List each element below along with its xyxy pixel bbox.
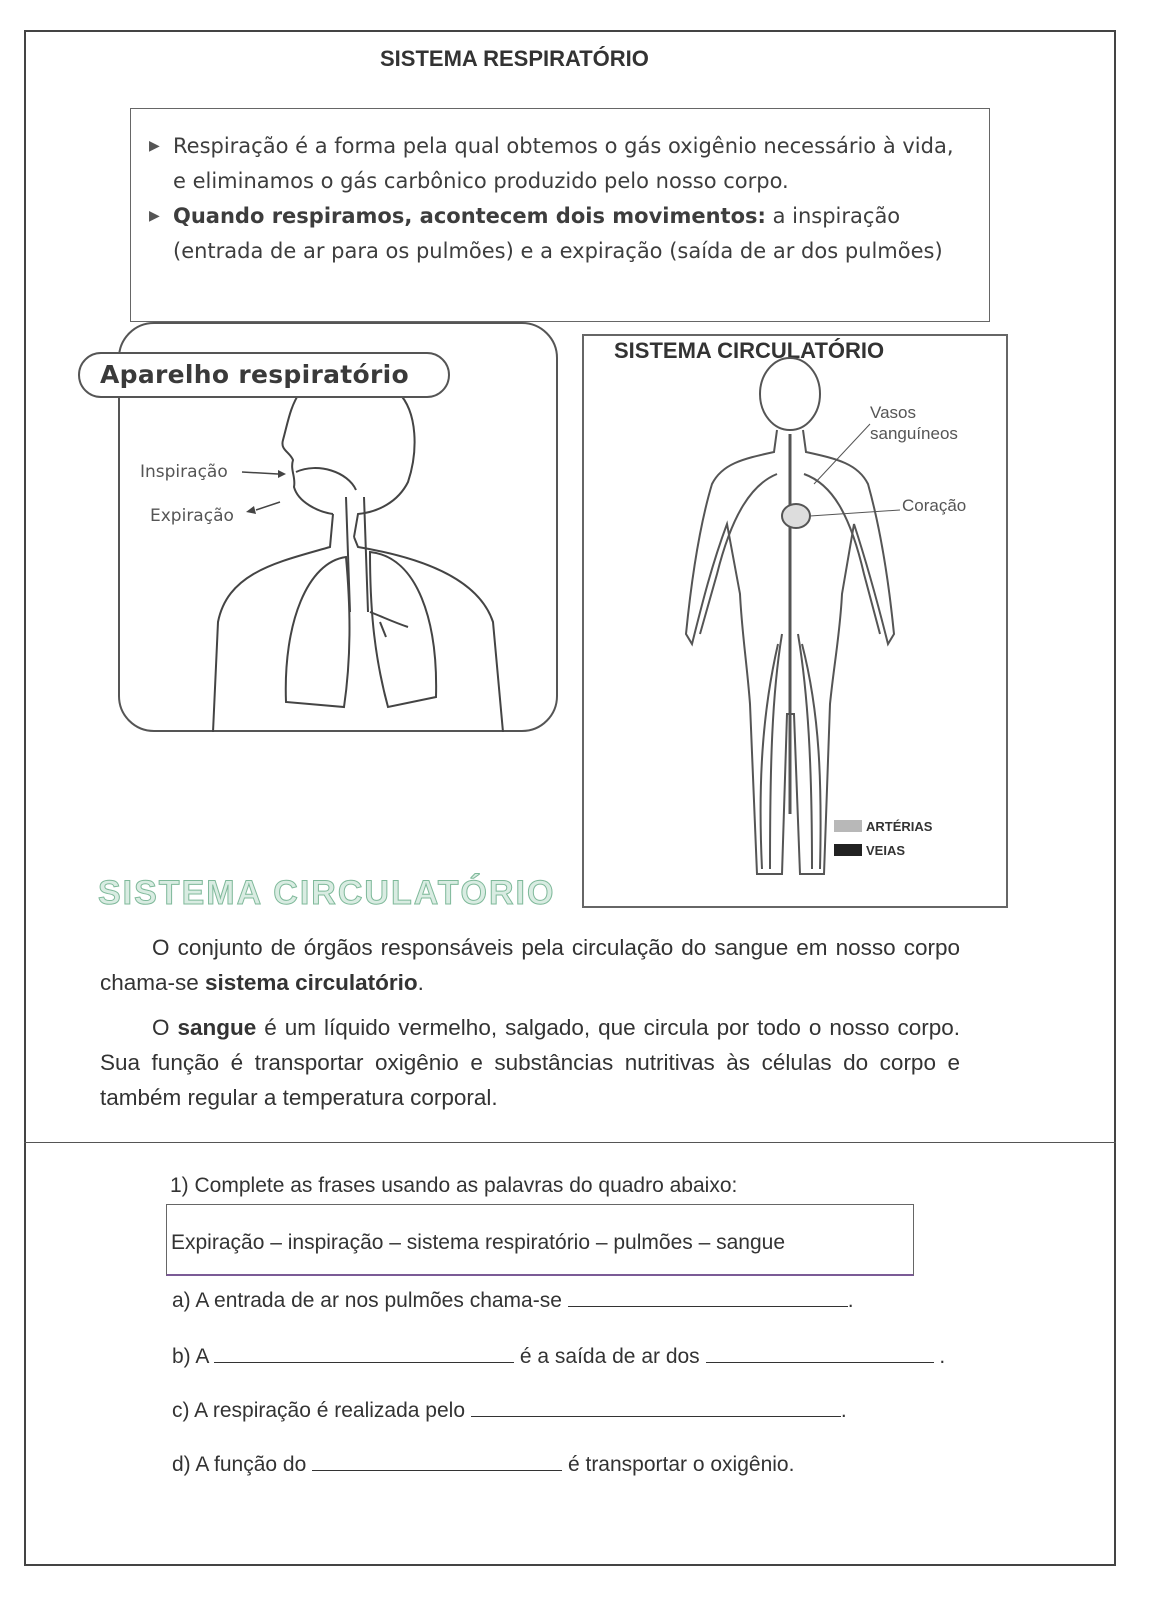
label-vessels-line2: sanguíneos: [870, 424, 958, 443]
label-inspiration: Inspiração: [140, 462, 228, 482]
legend-veins-swatch: [834, 844, 862, 856]
answer-blank-b1[interactable]: [214, 1344, 514, 1363]
section-title-circulatory: SISTEMA CIRCULATÓRIO: [98, 874, 556, 912]
answer-blank-b2[interactable]: [706, 1344, 934, 1363]
arrow-head-icon: [246, 506, 256, 514]
heart-shape: [782, 504, 810, 528]
intro-bullet-2-rest: a inspiração (entrada de ar para os pulmões) e a expiração (saída de ar dos pulmões): [173, 204, 943, 263]
section-divider: [24, 1142, 1116, 1143]
left-arm-vessel: [700, 474, 777, 634]
legend-arteries-swatch: [834, 820, 862, 832]
nasal-cavity: [296, 468, 356, 490]
inspiration-arrow-icon: [242, 472, 278, 474]
answer-blank-c[interactable]: [471, 1398, 841, 1417]
label-arrows: [240, 462, 300, 522]
word-bank-box: [166, 1204, 914, 1276]
intro-box: [130, 108, 990, 322]
question-b: b) A é a saída de ar dos .: [172, 1345, 946, 1368]
label-vessels-line1: Vasos: [870, 403, 916, 422]
legend-arteries-label: ARTÉRIAS: [866, 819, 933, 834]
respiratory-heading-bubble: [78, 352, 450, 398]
word-bank-text: Expiração – inspiração – sistema respiratório – pulmões – sangue: [171, 1231, 785, 1254]
left-lung: [286, 557, 350, 707]
exercise-instruction: 1) Complete as frases usando as palavras do quadro abaixo:: [170, 1174, 738, 1197]
shoulders-outline-right: [354, 537, 503, 732]
arrow-head-icon: [278, 470, 286, 478]
circulatory-illustration: [582, 334, 1008, 908]
question-a: a) A entrada de ar nos pulmões chama-se .: [172, 1289, 854, 1312]
paragraph-2: O sangue é um líquido vermelho, salgado, que circula por todo o nosso corpo. Sua função é transportar oxigênio e substâncias nutritivas às células do corpo e também regular a temperatura corporal.: [100, 1015, 960, 1110]
heart-pointer-line: [810, 510, 900, 516]
intro-bullet-2: [147, 199, 967, 269]
bronchi: [370, 612, 408, 637]
question-c: c) A respiração é realizada pelo .: [172, 1399, 847, 1422]
right-arm-vessel: [804, 474, 880, 634]
triangle-bullet-icon: ▶: [149, 208, 160, 224]
head-outline: [300, 375, 415, 537]
page-title: SISTEMA RESPIRATÓRIO: [380, 46, 649, 71]
answer-blank-a[interactable]: [568, 1288, 848, 1307]
intro-bullet-2-bold: Quando respiramos, acontecem dois movimentos:: [173, 204, 766, 228]
label-heart: Coração: [902, 496, 967, 515]
expiration-arrow-icon: [256, 502, 280, 510]
right-lung: [370, 552, 436, 707]
question-d: d) A função do é transportar o oxigênio.: [172, 1453, 795, 1476]
respiratory-heading: Aparelho respiratório: [100, 360, 409, 389]
term-blood: sangue: [177, 1015, 257, 1040]
answer-blank-d[interactable]: [312, 1452, 562, 1471]
paragraph-1: O conjunto de órgãos responsáveis pela circulação do sangue em nosso corpo chama-se sistema circulatório.: [100, 935, 960, 995]
triangle-bullet-icon: ▶: [149, 138, 160, 154]
shoulders-outline: [213, 514, 333, 732]
head-outline: [760, 358, 820, 430]
label-expiration: Expiração: [150, 506, 234, 526]
intro-bullet-1: ▶ Respiração é a forma pela qual obtemos o gás oxigênio necessário à vida, e eliminamos o gás carbônico produzido pelo nosso corpo.: [147, 129, 967, 199]
circulatory-figure-title: SISTEMA CIRCULATÓRIO: [614, 338, 885, 363]
legend-veins-label: VEIAS: [866, 843, 906, 858]
term-circulatory-system: sistema circulatório: [205, 970, 418, 995]
right-leg-vessel: [798, 634, 812, 869]
